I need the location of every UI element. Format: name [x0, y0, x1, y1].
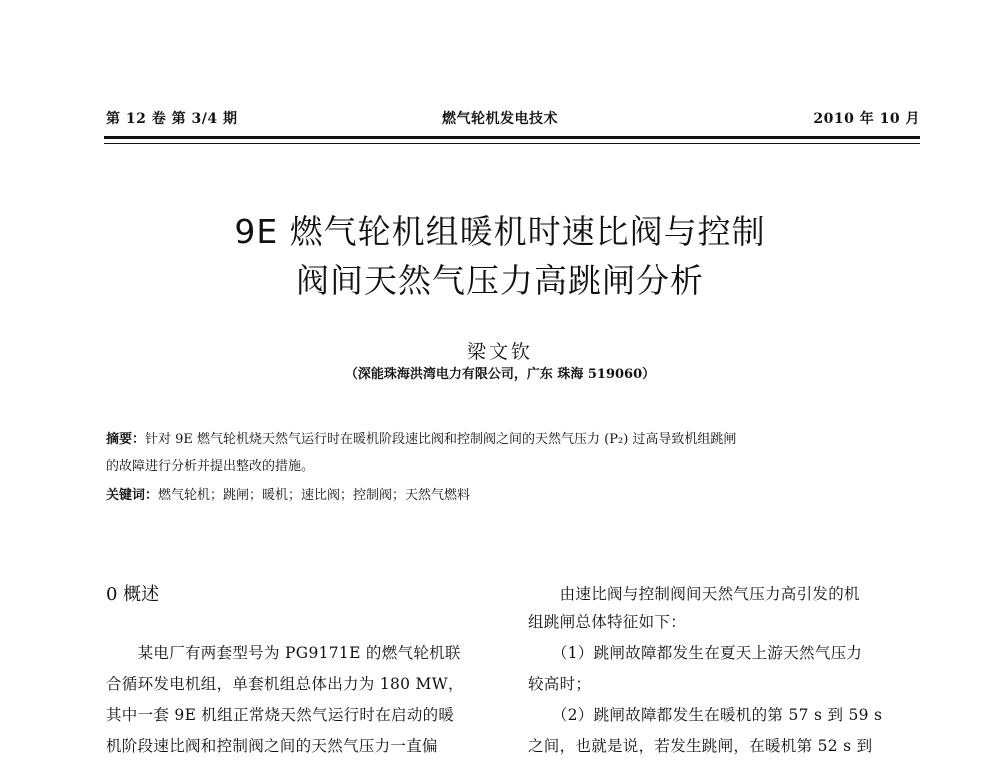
left-column-line: 其中一套 9E 机组正常烧天然气运行时在启动的暖 — [106, 706, 455, 724]
right-column-line: （1）跳闸故障都发生在夏天上游天然气压力 — [528, 644, 863, 662]
author-name: 梁文钦 — [466, 341, 533, 363]
section-heading-overview: 0 概述 — [106, 584, 160, 605]
left-column-line: 某电厂有两套型号为 PG9171E 的燃气轮机联 — [106, 644, 461, 662]
header-rule-thick — [104, 136, 920, 139]
right-column-line: 由速比阀与控制阀间天然气压力高引发的机 — [528, 585, 860, 603]
journal-name: 燃气轮机发电技术 — [442, 111, 558, 127]
right-column-line: 之间，也就是说，若发生跳闸，在暖机第 52 s 到 — [528, 737, 873, 755]
abstract-line-2: 的故障进行分析并提出整改的措施。 — [106, 459, 315, 474]
right-column-line: 较高时； — [528, 675, 592, 693]
keywords-label: 关键词： — [106, 488, 159, 503]
left-column-line: 合循环发电机组，单套机组总体出力为 180 MW， — [106, 675, 464, 693]
left-column-line: 机阶段速比阀和控制阀之间的天然气压力一直偏 — [106, 737, 438, 755]
abstract-text-1: 针对 9E 燃气轮机烧天然气运行时在暖机阶段速比阀和控制阀之间的天然气压力 (P₂) 过高导致机组跳闸 — [145, 432, 737, 447]
publication-date: 2010 年 10 月 — [813, 111, 920, 127]
author-affiliation: （深能珠海洪湾电力有限公司，广东 珠海 519060） — [344, 367, 656, 382]
keywords-line — [106, 482, 920, 509]
paper-title-line-1: 9E 燃气轮机组暖机时速比阀与控制 — [234, 212, 766, 251]
keywords-text: 燃气轮机；跳闸；暖机；速比阀；控制阀；天然气燃料 — [158, 488, 471, 503]
journal-volume-issue: 第 12 卷 第 3/4 期 — [106, 111, 238, 127]
paper-title-line-2: 阀间天然气压力高跳闸分析 — [296, 261, 704, 300]
abstract-label: 摘要： — [106, 432, 146, 447]
header-rule-thin — [104, 143, 920, 144]
right-column-line: （2）跳闸故障都发生在暖机的第 57 s 到 59 s — [528, 706, 883, 724]
abstract-line-1 — [106, 426, 920, 453]
right-column-line: 组跳闸总体特征如下： — [528, 613, 687, 631]
